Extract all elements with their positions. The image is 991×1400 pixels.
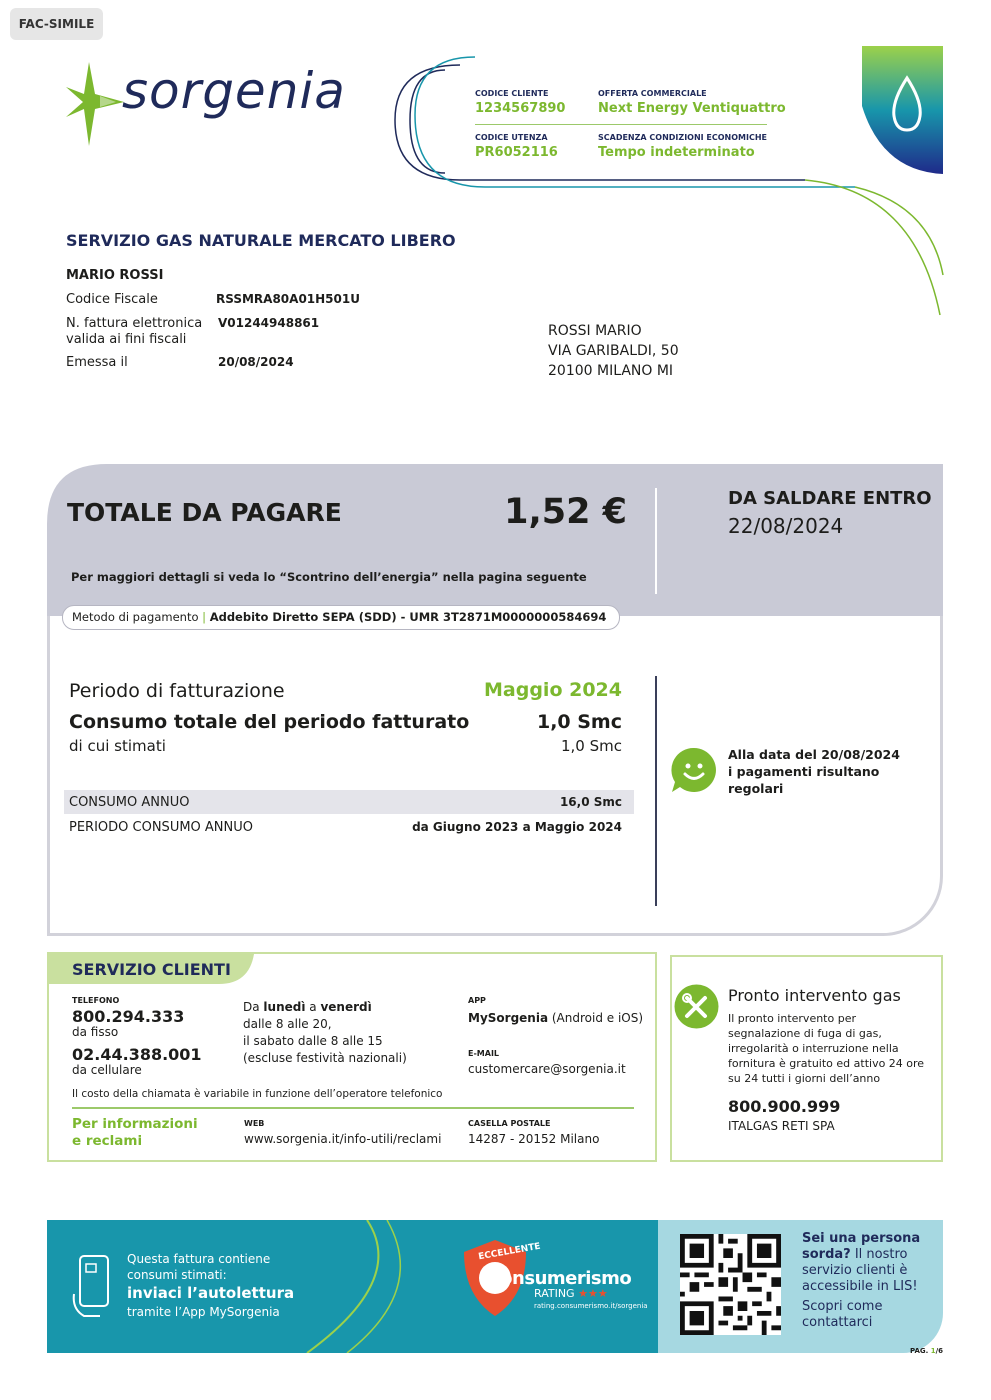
periodo-label: Periodo di fatturazione	[69, 680, 285, 702]
header-arcs	[385, 45, 945, 325]
fattura-label-2: valida ai fini fiscali	[66, 332, 187, 347]
consumo-annuo-value: 16,0 Smc	[559, 795, 622, 809]
periodo-annuo-label: PERIODO CONSUMO ANNUO	[69, 820, 253, 835]
codice-cliente-label: CODICE CLIENTE	[475, 89, 549, 98]
smiley-icon	[670, 746, 718, 794]
autolettura-text: Questa fattura contiene consumi stimati: inviaci l’autolettura tramite l’App MySorgenia	[127, 1252, 295, 1319]
totale-amount: 1,52 €	[504, 492, 627, 532]
orari-line-3: il sabato dalle 8 alle 15	[243, 1034, 383, 1048]
consumo-label: Consumo totale del periodo fatturato	[69, 711, 470, 733]
gas-tab	[862, 46, 943, 174]
totale-divider	[655, 488, 657, 594]
scontrino-note: Per maggiori dettagli si veda lo “Scontrino dell’energia” nella pagina seguente	[71, 570, 587, 584]
servizio-clienti-title: SERVIZIO CLIENTI	[72, 960, 231, 979]
codice-cliente-value: 1234567890	[475, 101, 566, 116]
pagamenti-line-2: i pagamenti risultano	[728, 764, 880, 779]
address-line-3: 20100 MILANO MI	[548, 363, 674, 379]
app-name: MySorgenia	[468, 1011, 549, 1025]
web-label: WEB	[244, 1119, 265, 1128]
periodo-value: Maggio 2024	[484, 679, 622, 701]
consumo-value: 1,0 Smc	[536, 711, 622, 733]
header-divider	[475, 124, 767, 125]
fattura-value: V01244948861	[218, 316, 320, 330]
stimati-value: 1,0 Smc	[560, 737, 622, 755]
pagamenti-line-3: regolari	[728, 781, 784, 796]
scadenza-label: SCADENZA CONDIZIONI ECONOMICHE	[598, 133, 768, 142]
emessa-label: Emessa il	[66, 355, 128, 370]
due-date: 22/08/2024	[728, 514, 844, 538]
email-link[interactable]: customercare@sorgenia.it	[468, 1062, 626, 1076]
totale-panel	[47, 464, 943, 616]
payment-separator: |	[202, 610, 210, 624]
app-platform: (Android e iOS)	[548, 1011, 644, 1025]
payment-method-label: Metodo di pagamento	[72, 610, 199, 624]
customer-name: MARIO ROSSI	[66, 268, 164, 283]
due-label: DA SALDARE ENTRO	[728, 488, 932, 509]
cf-label: Codice Fiscale	[66, 292, 158, 307]
scadenza-value: Tempo indeterminato	[598, 145, 755, 160]
address-line-1: ROSSI MARIO	[548, 323, 642, 339]
telefono-label: TELEFONO	[72, 996, 120, 1005]
consumo-annuo-label: CONSUMO ANNUO	[69, 795, 190, 810]
page-number: PAG. 1/6	[910, 1347, 944, 1355]
payment-method-value: Addebito Diretto SEPA (SDD) - UMR 3T2871M0000000584694	[209, 610, 607, 624]
lis-text: Sei una persona sorda? Il nostro servizio clienti è accessibile in LIS! Scopri come contattarci	[802, 1231, 921, 1330]
payment-method	[62, 605, 620, 630]
pronto-title: Pronto intervento gas	[728, 986, 901, 1005]
brand-name: sorgenia	[122, 62, 346, 120]
tools-icon	[674, 984, 719, 1029]
consumerismo-url[interactable]: rating.consumerismo.it/sorgenia	[534, 1302, 648, 1310]
address-line-2: VIA GARIBALDI, 50	[548, 343, 679, 359]
consumerismo-rating: RATING ★★★	[534, 1287, 608, 1300]
facsimile-badge: FAC-SIMILE	[10, 8, 103, 40]
offerta-value: Next Energy Ventiquattro	[598, 101, 786, 116]
periodo-annuo-value: da Giugno 2023 a Maggio 2024	[412, 820, 622, 834]
consumerismo-badge-top: ECCELLENTE	[477, 1241, 542, 1263]
pagamenti-line-1: Alla data del 20/08/2024	[728, 747, 900, 762]
pagamenti-status	[728, 746, 900, 797]
codice-utenza-label: CODICE UTENZA	[475, 133, 548, 142]
tel-cellulare[interactable]: 02.44.388.001	[72, 1045, 202, 1064]
tel-fisso[interactable]: 800.294.333	[72, 1007, 185, 1026]
totale-label: TOTALE DA PAGARE	[67, 498, 342, 527]
consumo-divider	[655, 676, 657, 906]
offerta-label: OFFERTA COMMERCIALE	[598, 89, 707, 98]
sc-divider	[72, 1107, 634, 1109]
orari-line-1: Da lunedì a venerdì	[243, 1000, 372, 1014]
cf-value: RSSMRA80A01H501U	[216, 292, 360, 306]
cellulare-label: da cellulare	[72, 1063, 142, 1077]
pronto-number[interactable]: 800.900.999	[728, 1097, 841, 1116]
orari-line-2: dalle 8 alle 20,	[243, 1017, 332, 1031]
fisso-label: da fisso	[72, 1025, 119, 1039]
stimati-label: di cui stimati	[69, 737, 166, 755]
app-info[interactable]	[468, 1011, 643, 1025]
service-title: SERVIZIO GAS NATURALE MERCATO LIBERO	[66, 231, 456, 250]
app-label: APP	[468, 996, 486, 1005]
qr-code-icon[interactable]	[680, 1234, 781, 1335]
codice-utenza-value: PR6052116	[475, 145, 558, 160]
casella-label: CASELLA POSTALE	[468, 1119, 551, 1128]
casella-value: 14287 - 20152 Milano	[468, 1132, 600, 1146]
email-label: E-MAIL	[468, 1049, 500, 1058]
emessa-value: 20/08/2024	[218, 355, 294, 369]
orari	[243, 999, 407, 1067]
consumerismo-name: consumerismo	[490, 1268, 632, 1289]
info-reclami: Per informazioni e reclami	[72, 1116, 198, 1149]
recipient-address	[548, 321, 679, 381]
costo-note: Il costo della chiamata è variabile in funzione dell’operatore telefonico	[72, 1088, 443, 1100]
web-link[interactable]: www.sorgenia.it/info-utili/reclami	[244, 1132, 442, 1146]
orari-line-4: (escluse festività nazionali)	[243, 1051, 407, 1065]
fattura-label-1: N. fattura elettronica	[66, 316, 203, 331]
pronto-company: ITALGAS RETI SPA	[728, 1119, 835, 1133]
phone-icon	[72, 1254, 120, 1318]
pronto-text: Il pronto intervento per segnalazione di fuga di gas, irregolarità o interruzione nella fornitura è gratuito ed attivo 24 ore su 24 tutti i giorni dell’anno	[728, 1012, 925, 1085]
